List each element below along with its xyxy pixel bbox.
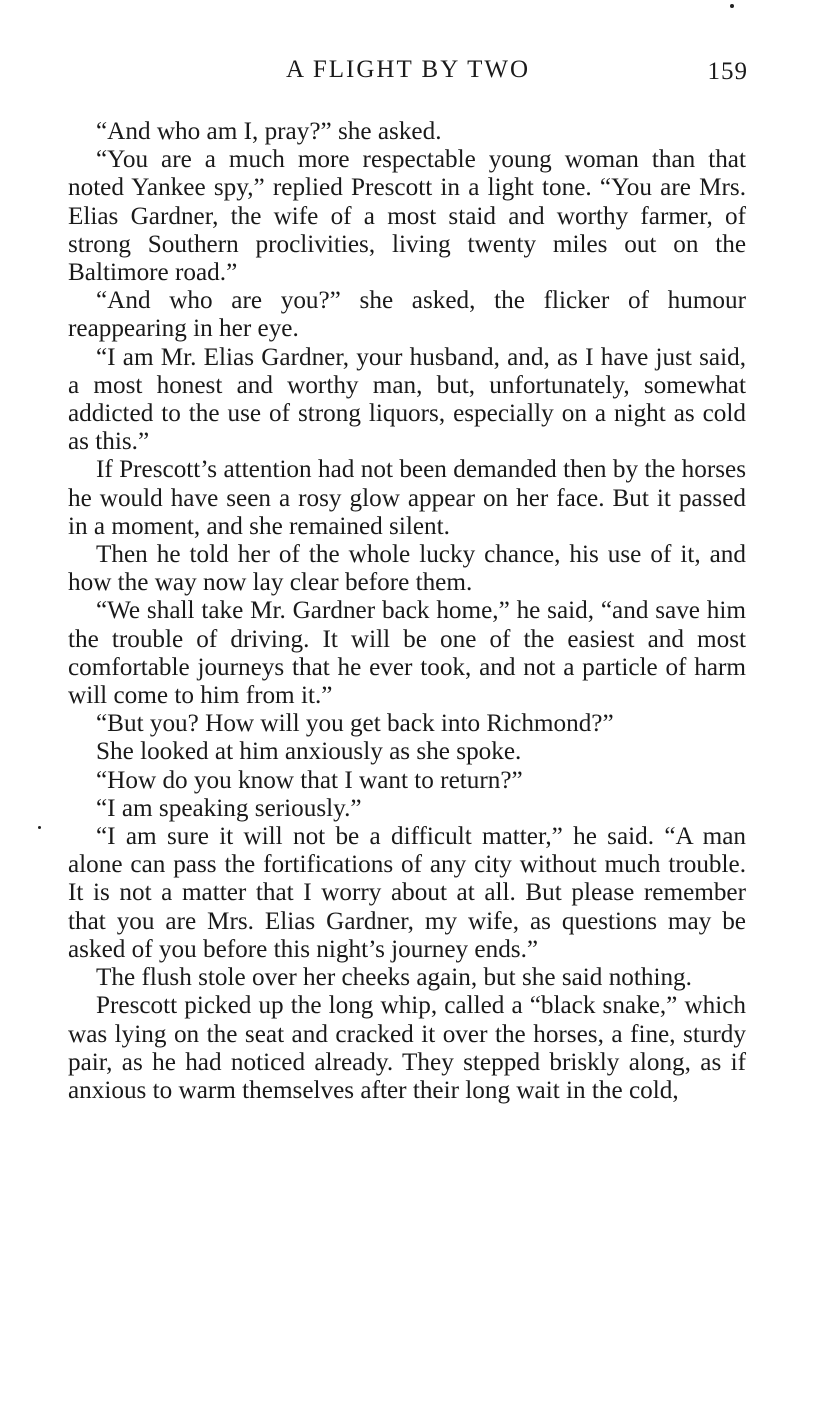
paragraph: “And who are you?” she asked, the flicker of humour reappearing in her eye.	[68, 287, 746, 343]
paragraph: “We shall take Mr. Gardner back home,” he said, “and save him the trouble of driving. It will be one of the easiest and most comfortable journeys that he ever took, and not a particle of harm will come to him from it.”	[68, 597, 746, 710]
ink-speck	[730, 4, 734, 8]
paragraph: “How do you know that I want to return?”	[96, 766, 523, 794]
paragraph: “But you? How will you get back into Richmond?”	[96, 710, 614, 738]
paragraph: “I am Mr. Elias Gardner, your husband, and, as I have just said, a most honest and worthy man, but, unfortunately, somewhat addicted to the use of strong liquors, especially on a night as cold as this.”	[68, 343, 746, 456]
paragraph: She looked at him anxiously as she spoke.	[96, 738, 522, 766]
paragraph: “You are a much more respectable young woman than that noted Yankee spy,” replied Prescott in a light tone. “You are Mrs. Elias Gardner, the wife of a most staid and worthy farmer, of strong Southern proclivities, living twenty miles out on the Baltimore road.”	[68, 146, 746, 287]
paragraph: Then he told her of the whole lucky chance, his use of it, and how the way now lay clear before them.	[68, 541, 746, 597]
paragraph: If Prescott’s attention had not been demanded then by the horses he would have seen a rosy glow appear on her face. But it passed in a moment, and she remained silent.	[68, 456, 746, 540]
paragraph: “I am speaking seriously.”	[96, 794, 362, 822]
paragraph: Prescott picked up the long whip, called a “black snake,” which was lying on the seat and cracked it over the horses, a fine, sturdy pair, as he had noticed already. They stepped briskly along, as if anxious to warm themselves after their long wait in the cold,	[68, 992, 746, 1104]
ink-speck	[38, 826, 41, 829]
page-header	[68, 56, 748, 90]
page-number: 159	[707, 58, 748, 85]
running-title: A FLIGHT BY TWO	[285, 56, 531, 83]
paragraph: “And who am I, pray?” she asked.	[96, 118, 442, 145]
body-text	[68, 118, 746, 1105]
paragraph: The flush stole over her cheeks again, but she said nothing.	[96, 964, 692, 992]
paragraph: “I am sure it will not be a difficult matter,” he said. “A man alone can pass the fortifications of any city without much trouble. It is not a matter that I worry about at all. But please remember that you are Mrs. Elias Gardner, my wife, as questions may be asked of you before this night’s journey ends.”	[68, 823, 746, 963]
